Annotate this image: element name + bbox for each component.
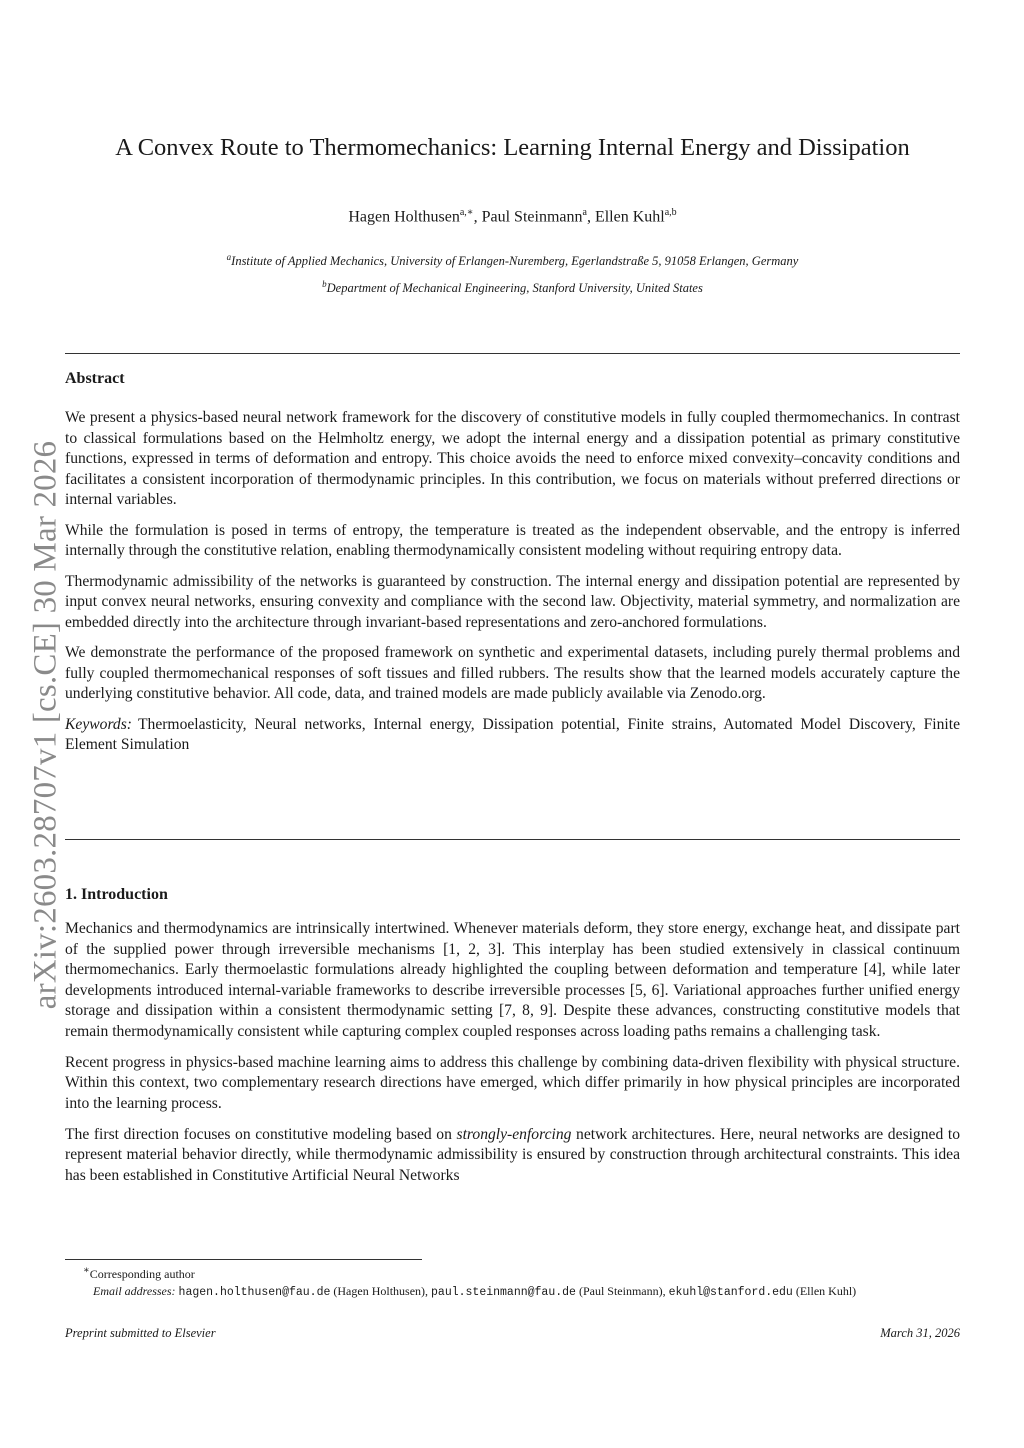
affiliation-text: Department of Mechanical Engineering, Stanford University, United States — [326, 281, 703, 296]
author-affiliation-mark: a,b — [664, 207, 677, 218]
author-name: Hagen Holthusen — [348, 208, 460, 226]
body-paragraph — [65, 1125, 960, 1187]
abstract-heading: Abstract — [65, 370, 125, 387]
email-link[interactable]: hagen.holthusen@fau.de — [178, 1286, 331, 1299]
email-owner: (Ellen Kuhl) — [795, 1284, 857, 1298]
keywords — [65, 715, 960, 756]
abstract-top-rule — [65, 353, 960, 354]
emphasized-term: strongly-enforcing — [456, 1125, 572, 1143]
footer-date: March 31, 2026 — [880, 1326, 960, 1340]
paper-title: A Convex Route to Thermomechanics: Learning Internal Energy and Dissipation — [115, 134, 910, 161]
abstract-paragraph: While the formulation is posed in terms of entropy, the temperature is treated as the independent observable, and the entropy is inferred internally through the constitutive relation, enabling thermodynamically consistent modeling without requiring entropy data. — [65, 521, 960, 559]
author-name: Paul Steinmann — [481, 208, 583, 226]
abstract-body — [65, 408, 960, 766]
section-heading-introduction: 1. Introduction — [65, 886, 168, 903]
introduction-body — [65, 919, 960, 1197]
affiliation-text: Institute of Applied Mechanics, University of Erlangen-Nuremberg, Egerlandstraße 5, 91058 Erlangen, Germany — [231, 254, 799, 269]
arxiv-identifier: arXiv:2603.28707v1 [cs.CE] 30 Mar 2026 — [27, 440, 64, 1010]
footnote-mark: ∗ — [83, 1265, 90, 1276]
keywords-label: Keywords: — [65, 715, 132, 733]
preprint-note: Preprint submitted to Elsevier — [65, 1326, 216, 1340]
abstract-bottom-rule — [65, 839, 960, 840]
footnote-rule — [65, 1259, 422, 1260]
affiliation — [65, 248, 960, 270]
email-link[interactable]: ekuhl@stanford.edu — [668, 1286, 793, 1299]
author-name: Ellen Kuhl — [594, 208, 665, 226]
body-paragraph: Recent progress in physics-based machine learning aims to address this challenge by combining data-driven flexibility with physical structure. Within this context, two complementary research directions have emerged, which differ primarily in how physical principles are incorporated into the learning process. — [65, 1053, 960, 1112]
corresponding-author-note — [65, 1262, 960, 1283]
author-affiliation-mark: a,∗ — [459, 207, 474, 218]
affiliation — [65, 275, 960, 297]
body-text: network architectures. Here, neural networks are designed to represent material behavior directly, while thermodynamic admissibility is ensured by construction through architectural constraints. This idea has been established in Constitutive Artificial Neural Networks — [65, 1125, 960, 1184]
abstract-paragraph: We demonstrate the performance of the proposed framework on synthetic and experimental datasets, including purely thermal problems and fully coupled thermomechanical responses of soft tissues and filled rubbers. The results show that the learned models accurately capture the underlying constitutive behavior. All code, data, and trained models are made publicly available via Zenodo.org. — [65, 644, 960, 702]
email-label: Email addresses: — [93, 1284, 176, 1298]
footnotes — [65, 1262, 960, 1301]
affiliation-mark: a — [226, 252, 232, 262]
email-link[interactable]: paul.steinmann@fau.de — [431, 1286, 576, 1299]
keywords-list: Thermoelasticity, Neural networks, Internal energy, Dissipation potential, Finite strains, Automated Model Discovery, Finite Element Simulation — [65, 715, 960, 753]
abstract-paragraph: We present a physics-based neural network framework for the discovery of constitutive models in fully coupled thermomechanics. In contrast to classical formulations based on the Helmholtz energy, we adopt the internal energy and a dissipation potential as primary constitutive functions, expressed in terms of deformation and entropy. This choice avoids the need to enforce mixed convexity–concavity conditions and facilitates a consistent incorporation of thermodynamic principles. In this contribution, we focus on materials without preferred directions or internal variables. — [65, 409, 960, 508]
abstract-paragraph: Thermodynamic admissibility of the networks is guaranteed by construction. The internal energy and dissipation potential are represented by input convex neural networks, ensuring convexity and compliance with the second law. Objectivity, material symmetry, and normalization are embedded directly into the architecture through invariant-based representations and zero-anchored formulations. — [65, 572, 960, 631]
footnote-text: Corresponding author — [89, 1267, 195, 1281]
body-text: The first direction focuses on constitutive modeling based on — [65, 1125, 457, 1143]
page-footer — [65, 1326, 960, 1341]
email-owner: (Paul Steinmann), — [578, 1284, 666, 1298]
affiliation-mark: b — [322, 279, 327, 289]
author-list: Hagen Holthusen$^{a,∗}$, Paul Steinmann$^a$, Ellen Kuhl$^{a,b}$ — [348, 207, 677, 226]
body-paragraph: Mechanics and thermodynamics are intrinsically intertwined. Whenever materials deform, they store energy, exchange heat, and dissipate part of the supplied power through irreversible mechanisms [1, 2, 3]. This interplay has been studied extensively in classical continuum thermomechanics. Early thermoelastic formulations already highlighted the coupling between deformation and temperature [4], while later developments introduced internal-variable frameworks to describe irreversible processes [5, 6]. Variational approaches further unified energy storage and dissipation within a consistent thermodynamic setting [7, 8, 9]. Despite these advances, constructing constitutive models that remain thermodynamically consistent while capturing complex coupled responses across loading paths remains a challenging task. — [65, 920, 960, 1040]
email-owner: (Hagen Holthusen), — [333, 1284, 429, 1298]
author-affiliation-mark: a — [582, 207, 587, 218]
email-addresses-note — [65, 1283, 960, 1301]
